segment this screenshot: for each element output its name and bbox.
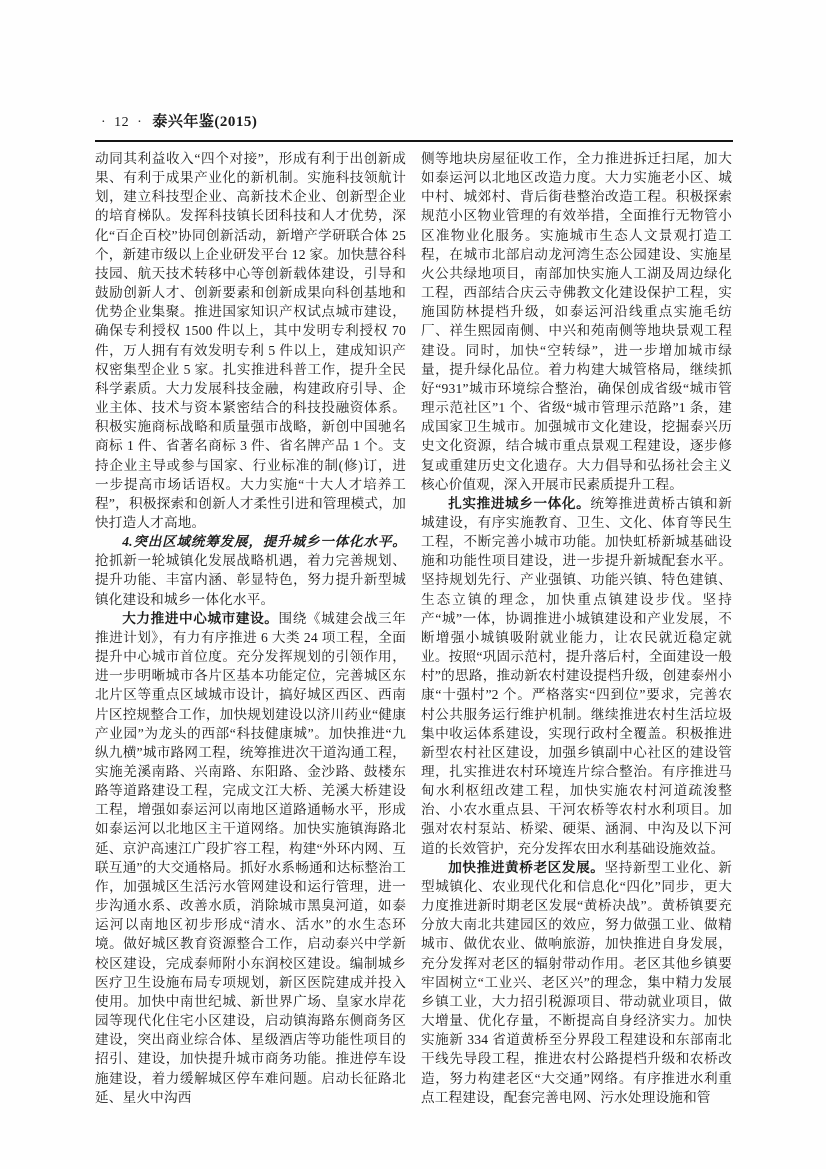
- paragraph-text: 动同其利益收入“四个对接”，形成有利于出创新成果、有利于成果产业化的新机制。实施科技领航计划，建立科技型企业、高新技术企业、创新型企业的培育梯队。发挥科技镇长团科技和人才优势，深化“百企百校”协同创新活动，新增产学研联合体 25 个，新建市级以上企业研发平台 12 家。加快慧谷科技园、航天技术转移中心等创新载体建设，引导和鼓励创新人才、创新要素和创新成果向科创基地和优势企业集聚。推进国家知识产权试点城市建设，确保专利授权 1500 件以上，其中发明专利授权 70 件，万人拥有有效发明专利 5 件以上，建成知识产权密集型企业 5 家。扎实推进科普工作，提升全民科学素质。大力发展科技金融，构建政府引导、企业主体、技术与资本紧密结合的科技投融资体系。积极实施商标战略和质量强市战略，新创中国驰名商标 1 件、省著名商标 3 件、省名牌产品 1 个。支持企业主导或参与国家、行业标准的制(修)订，进一步提高市场话语权。大力实施“十大人才培养工程”，积极探索和创新人才柔性引进和管理模式，加快打造人才高地。: [95, 151, 406, 530]
- paragraph-text: 抢抓新一轮城镇化发展战略机遇，着力完善规划、提升功能、丰富内涵、彰显特色，努力提升新型城镇化建设和城乡一体化水平。: [95, 553, 406, 607]
- paragraph: [95, 609, 406, 1107]
- paragraph-text: 坚持新型工业化、新型城镇化、农业现代化和信息化“四化”同步，更大力度推进新时期老区发展“黄桥决战”。黄桥镇要充分放大南北共建园区的效应，努力做强工业、做精城市、做优农业、做响旅游，加快推进自身发展，充分发挥对老区的辐射带动作用。老区其他乡镇要牢固树立“工业兴、老区兴”的理念，集中精力发展乡镇工业，大力招引税源项目、带动就业项目，做大增量、优化存量，不断提高自身经济实力。加快实施新 334 省道黄桥至分界段工程建设和东部南北干线先导段工程，推进农村公路提档升级和农桥改造，努力构建老区“大交通”网络。有序推进水利重点工程建设，配套完善电网、污水处理设施和管: [421, 859, 732, 1105]
- header-rule: [95, 140, 733, 142]
- section-heading: 4.突出区域统筹发展，提升城乡一体化水平。: [122, 534, 406, 550]
- right-column: [421, 149, 732, 1107]
- page-number: · 12 ·: [101, 115, 143, 130]
- paragraph-text: 侧等地块房屋征收工作，全力推进拆迁扫尾，加大如泰运河以北地区改造力度。大力实施老小区、城中村、城郊村、背后街巷整治改造工程。积极探索规范小区物业管理的有效举措，全面推行无物管小区准物业化服务。实施城市生态人文景观打造工程，在城市北部启动龙河湾生态公园建设、实施星火公共绿地项目，南部加快实施人工湖及周边绿化工程，西部结合庆云寺佛教文化建设保护工程，实施国防林提档升级，如泰运河沿线重点实施毛纺厂、祥生熙园南侧、中兴和苑南侧等地块景观工程建设。同时，加快“空转绿”，进一步增加城市绿量，提升绿化品位。着力构建大城管格局，继续抓好“931”城市环境综合整治，确保创成省级“城市管理示范社区”1 个、省级“城市管理示范路”1 条，建成国家卫生城市。加强城市文化建设，挖掘泰兴历史文化资源，结合城市重点景观工程建设，逐步修复或重建历史文化遗存。大力倡导和弘扬社会主义核心价值观，深入开展市民素质提升工程。: [421, 151, 732, 492]
- page-content: [95, 110, 733, 1107]
- paragraph-lead: 加快推进黄桥老区发展。: [448, 859, 605, 875]
- paragraph: [421, 149, 732, 494]
- paragraph: [421, 494, 732, 858]
- left-column: [95, 149, 406, 1107]
- book-title: 泰兴年鉴(2015): [152, 114, 258, 130]
- paragraph-lead: 大力推进中心城市建设。: [122, 610, 279, 626]
- paragraph-lead: 扎实推进城乡一体化。: [448, 495, 591, 511]
- running-header: [95, 110, 733, 140]
- paragraph-text: 统筹推进黄桥古镇和新城建设，有序实施教育、卫生、文化、体育等民生工程，不断完善小城市功能。加快虹桥新城基础设施和功能性项目建设，进一步提升新城配套水平。坚持规划先行、产业强镇、功能兴镇、特色建镇、生态立镇的理念，加快重点镇建设步伐。坚持产“城”一体，协调推进小城镇建设和产业发展，不断增强小城镇吸附就业能力，让农民就近稳定就业。按照“巩固示范村，提升落后村，全面建设一般村”的思路，推动新农村建设提档升级，创建泰州小康“十强村”2 个。严格落实“四到位”要求，完善农村公共服务运行维护机制。继续推进农村生活垃圾集中收运体系建设，实现行政村全覆盖。积极推进新型农村社区建设，加强乡镇副中心社区的建设管理，扎实推进农村环境连片综合整治。有序推进马甸水利枢纽改建工程，加快实施农村河道疏浚整治、小农水重点县、干河农桥等农村水利项目。加强对农村泵站、桥梁、硬渠、涵洞、中沟及以下河道的长效管护，充分发挥农田水利基础设施效益。: [421, 495, 733, 856]
- paragraph: [421, 858, 732, 1107]
- paragraph: [95, 532, 406, 609]
- two-column-body: [95, 149, 733, 1107]
- paragraph: [95, 149, 406, 532]
- paragraph-text: 围绕《城建会战三年推进计划》，有力有序推进 6 大类 24 项工程，全面提升中心城市首位度。充分发挥规划的引领作用，进一步明晰城市各片区基本功能定位，完善城区东北片区等重点区域城市设计，搞好城区西区、西南片区控规整合工作，加快规划建设以济川药业“健康产业园”为龙头的西部“科技健康城”。加快推进“九纵九横”城市路网工程，统筹推进次干道沟通工程，实施羌溪南路、兴南路、东阳路、金沙路、鼓楼东路等道路建设工程，完成文江大桥、羌溪大桥建设工程，增强如泰运河以南地区道路通畅水平，形成如泰运河以北地区主干道网络。加快实施镇海路北延、京沪高速江广段扩容工程，构建“外环内网、互联互通”的大交通格局。抓好水系畅通和达标整治工作，加强城区生活污水管网建设和运行管理，进一步沟通水系、改善水质，消除城市黑臭河道，如泰运河以南地区初步形成“清水、活水”的水生态环境。做好城区教育资源整合工作，启动泰兴中学新校区建设，完成泰师附小东润校区建设。编制城乡医疗卫生设施布局专项规划，新区医院建成并投入使用。加快中南世纪城、新世界广场、皇家水岸花园等现代化住宅小区建设，启动镇海路东侧商务区建设，突出商业综合体、星级酒店等功能性项目的招引、建设，加快提升城市商务功能。推进停车设施建设，着力缓解城区停车难问题。启动长征路北延、星火中沟西: [95, 610, 406, 1105]
